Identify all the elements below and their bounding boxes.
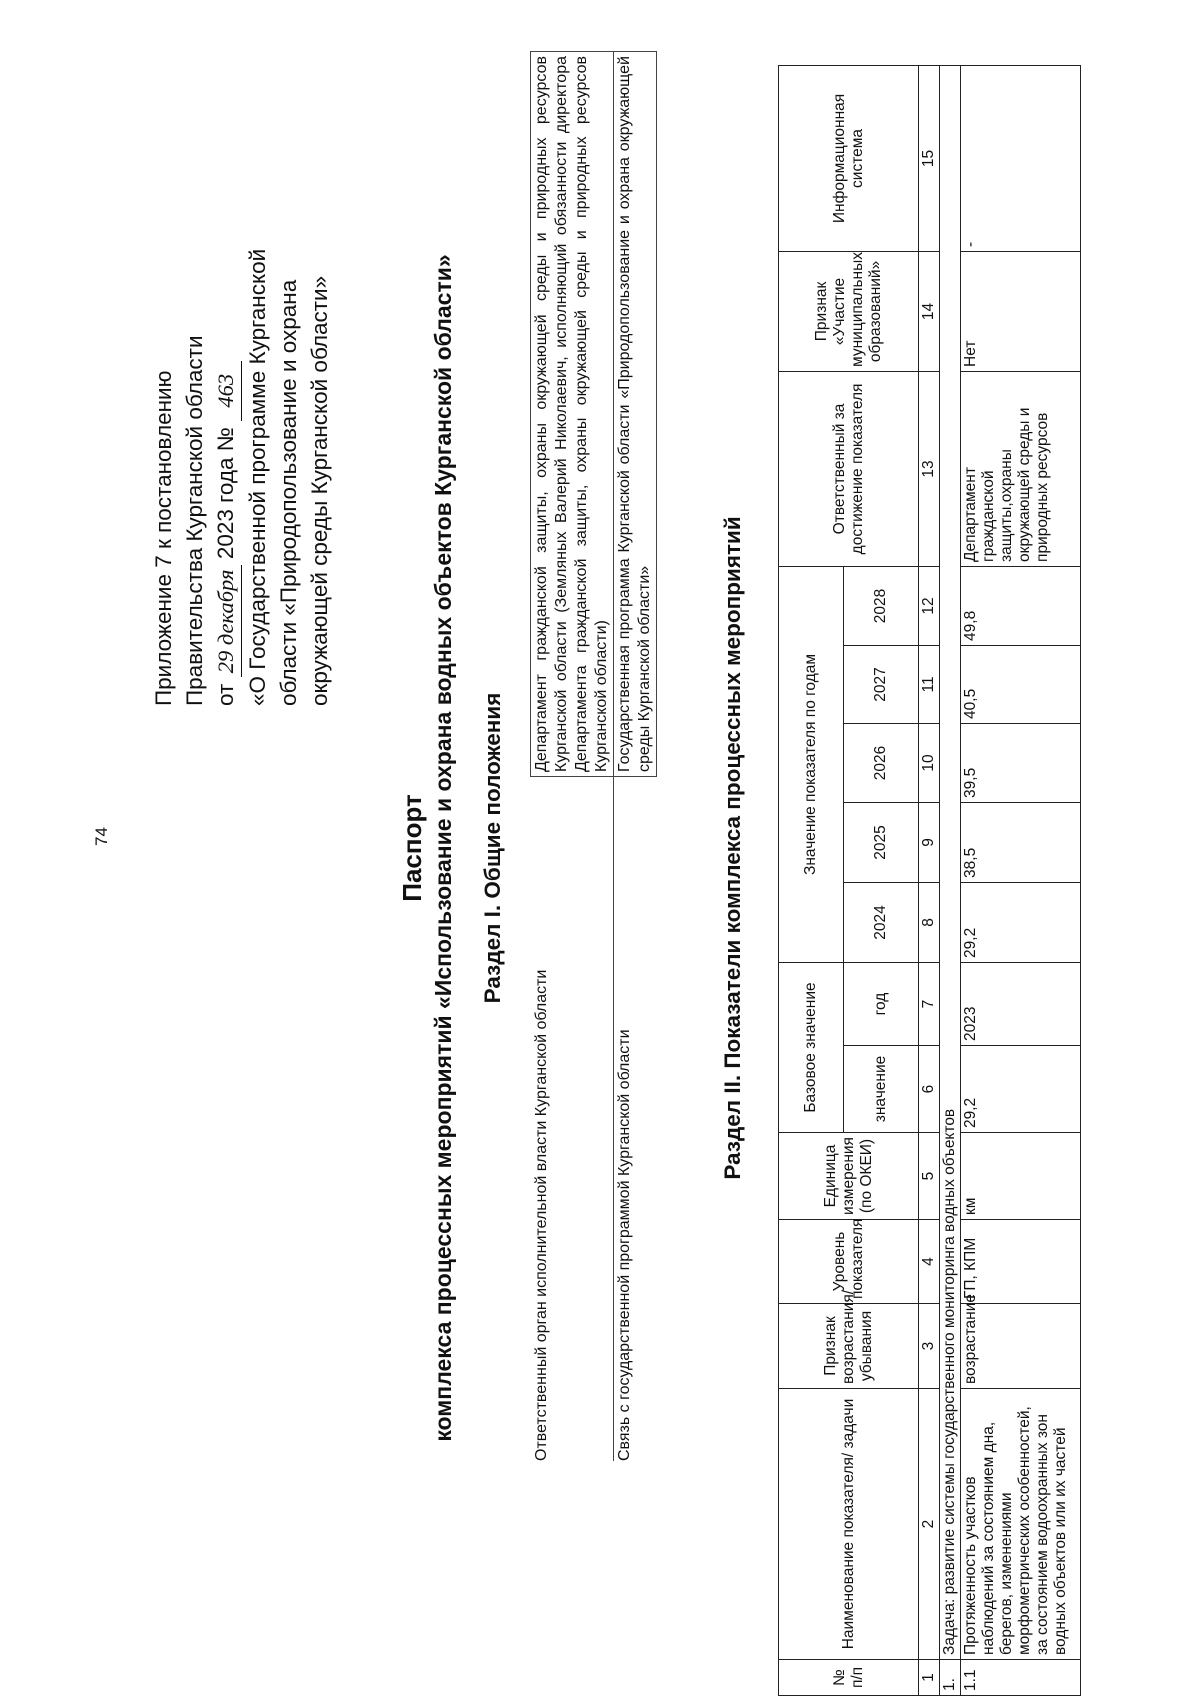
- appendix-line: окружающей среды Курганской области»: [307, 275, 332, 706]
- info-value: Государственная программа Курганской области «Природопользование и охрана окружающей среды Курганской области»: [614, 52, 657, 777]
- appendix-date-line: [210, 66, 242, 706]
- appendix-year-number: 2023 года №: [213, 427, 238, 560]
- header-year: 2026: [844, 723, 919, 802]
- row-infosystem: -: [961, 65, 1081, 251]
- section2-heading: Раздел II. Показатели комплекса процессных мероприятий: [720, 516, 745, 1180]
- header-year: 2028: [844, 566, 919, 645]
- row-trend: возрастание: [961, 1304, 1081, 1389]
- row-base-year: 2023: [961, 962, 1081, 1045]
- column-number: 9: [919, 802, 940, 882]
- column-number: 4: [919, 1220, 940, 1304]
- column-number: 10: [919, 723, 940, 802]
- column-number: 8: [919, 882, 940, 962]
- header-base-value: значение: [844, 1046, 919, 1133]
- column-number: 3: [919, 1304, 940, 1389]
- row-municipal: Нет: [961, 251, 1081, 371]
- handwritten-doc-number: 463: [210, 361, 242, 421]
- task-num: 1.: [940, 1660, 961, 1696]
- header-name: Наименование показателя/ задачи: [779, 1389, 919, 1660]
- column-number: 5: [919, 1133, 940, 1220]
- task-text: Задача: развитие системы государственного мониторинга водных объектов: [940, 65, 961, 1659]
- column-number: 13: [919, 371, 940, 566]
- appendix-from: от: [213, 683, 238, 706]
- row-value-2025: 38,5: [961, 802, 1081, 882]
- document-title: Паспорт: [397, 794, 427, 902]
- row-value-2027: 40,5: [961, 645, 1081, 723]
- appendix-line: Правительства Курганской области: [182, 335, 207, 706]
- info-label: Связь с государственной программой Курганской области: [614, 777, 657, 1462]
- row-value-2026: 39,5: [961, 723, 1081, 802]
- document-subtitle: комплекса процессных мероприятий «Использование и охрана водных объектов Курганской области»: [430, 254, 456, 1442]
- appendix-line: области «Природопользование и охрана: [276, 279, 301, 706]
- row-responsible: Департамент гражданской защиты,охраны окружающей среды и природных ресурсов: [961, 371, 1081, 566]
- column-number: 15: [919, 65, 940, 251]
- header-num: № п/п: [779, 1660, 919, 1696]
- appendix-line: «О Государственной программе Курганской: [245, 248, 270, 706]
- page-number: 74: [92, 827, 111, 846]
- header-base: Базовое значение: [779, 962, 844, 1132]
- column-number: 14: [919, 251, 940, 371]
- appendix-line: Приложение 7 к постановлению: [151, 370, 176, 706]
- header-values-by-year: Значение показателя по годам: [779, 566, 844, 962]
- header-trend: Признак возрастания/ убывания: [779, 1304, 919, 1389]
- appendix-note: [148, 66, 335, 706]
- general-info-table: [530, 51, 657, 1461]
- info-row: [531, 52, 614, 1462]
- header-year: 2027: [844, 645, 919, 723]
- column-number: 7: [919, 962, 940, 1045]
- table-row: [961, 65, 1081, 1695]
- header-unit: Единица измерения (по ОКЕИ): [779, 1133, 919, 1220]
- row-base-value: 29,2: [961, 1046, 1081, 1133]
- header-row: [779, 65, 844, 1695]
- section1-heading: Раздел I. Общие положения: [480, 692, 505, 1004]
- row-unit: км: [961, 1133, 1081, 1220]
- header-level: Уровень показателя: [779, 1220, 919, 1304]
- header-year: 2024: [844, 882, 919, 962]
- handwritten-date: 29 декабря: [210, 565, 242, 677]
- column-number: 11: [919, 645, 940, 723]
- header-base-year: год: [844, 962, 919, 1045]
- column-number: 1: [919, 1660, 940, 1696]
- column-number: 6: [919, 1046, 940, 1133]
- header-year: 2025: [844, 802, 919, 882]
- header-infosystem: Информационная система: [779, 65, 919, 251]
- info-row: [614, 52, 657, 1462]
- info-value: Департамент гражданской защиты, охраны окружающей среды и природных ресурсов Курганской области (Земляных Валерий Николаевич, исполняющий обязанности директора Департамента гражданской защиты, охраны окружающей среды и природных ресурсов Курганской области): [531, 52, 614, 777]
- column-number-row: [919, 65, 940, 1695]
- header-municipal: Признак «Участие муниципальных образований»: [779, 251, 919, 371]
- task-row: [940, 65, 961, 1695]
- row-level: ГП, КПМ: [961, 1220, 1081, 1304]
- info-label: Ответственный орган исполнительной власти Курганской области: [532, 969, 550, 1461]
- header-responsible: Ответственный за достижение показателя: [779, 371, 919, 566]
- row-num: 1.1: [961, 1660, 1081, 1696]
- row-value-2028: 49,8: [961, 566, 1081, 645]
- column-number: 2: [919, 1389, 940, 1660]
- indicators-table: [778, 65, 1081, 1696]
- column-number: 12: [919, 566, 940, 645]
- row-value-2024: 29,2: [961, 882, 1081, 962]
- row-name: Протяженность участков наблюдений за состоянием дна, берегов, изменениями морфометрических особенностей, за состоянием водоохранных зон водных объектов или их частей: [961, 1389, 1081, 1660]
